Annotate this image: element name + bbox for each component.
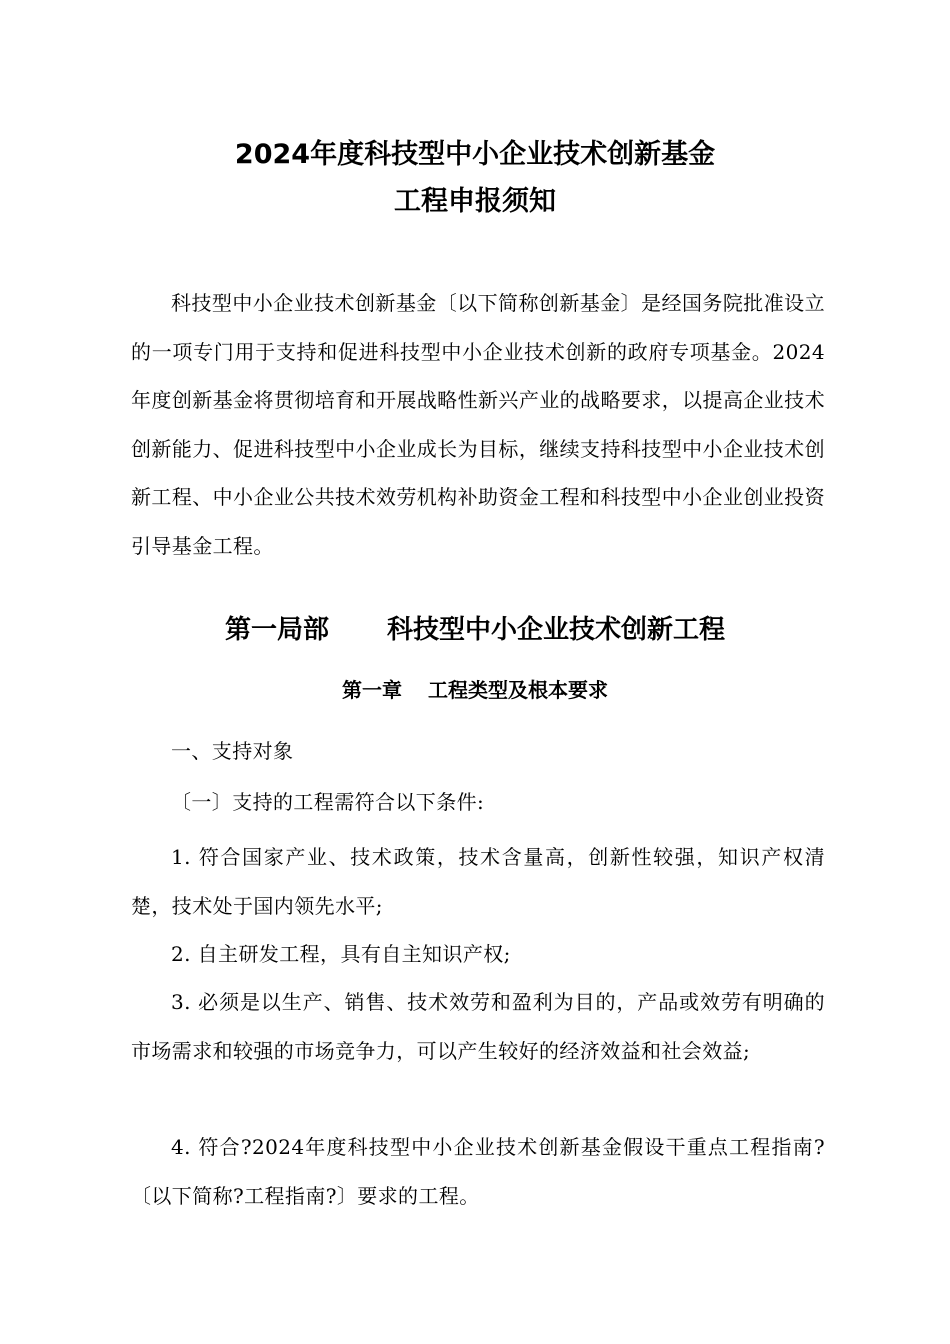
section-heading-support: 一、支持对象 (171, 739, 294, 763)
chapter-title: 工程类型及根本要求 (428, 678, 608, 702)
subsection-heading-conditions: 〔一〕支持的工程需符合以下条件: (171, 790, 485, 814)
intro-paragraph: 科技型中小企业技术创新基金〔以下简称创新基金〕是经国务院批准设立的一项专门用于支持和促进科技型中小企业技术创新的政府专项基金。2024年度创新基金将贯彻培育和开展战略性新兴产业的战略要求，以提高企业技术创新能力、促进科技型中小企业成长为目标，继续支持科技型中小企业技术创新工程、中小企业公共技术效劳机构补助资金工程和科技型中小企业创业投资引导基金工程。 (131, 291, 825, 558)
part-number: 第一局部 (224, 615, 329, 645)
chapter-heading (0, 675, 950, 705)
part-title: 科技型中小企业技术创新工程 (387, 615, 726, 645)
document-title-line2: 工程申报须知 (394, 186, 556, 217)
document-title-line1: 2024年度科技型中小企业技术创新基金 (234, 139, 716, 170)
chapter-number: 第一章 (342, 678, 402, 702)
condition-item: 3. 必须是以生产、销售、技术效劳和盈利为目的，产品或效劳有明确的市场需求和较强的市场竞争力，可以产生较好的经济效益和社会效益; (131, 990, 825, 1063)
part-heading (0, 612, 950, 648)
condition-item: 2. 自主研发工程，具有自主知识产权; (171, 942, 511, 966)
condition-item: 1. 符合国家产业、技术政策，技术含量高，创新性较强，知识产权清楚，技术处于国内领先水平; (131, 845, 825, 918)
condition-item: 4. 符合?2024年度科技型中小企业技术创新基金假设干重点工程指南?〔以下简称?工程指南?〕要求的工程。 (131, 1135, 825, 1208)
